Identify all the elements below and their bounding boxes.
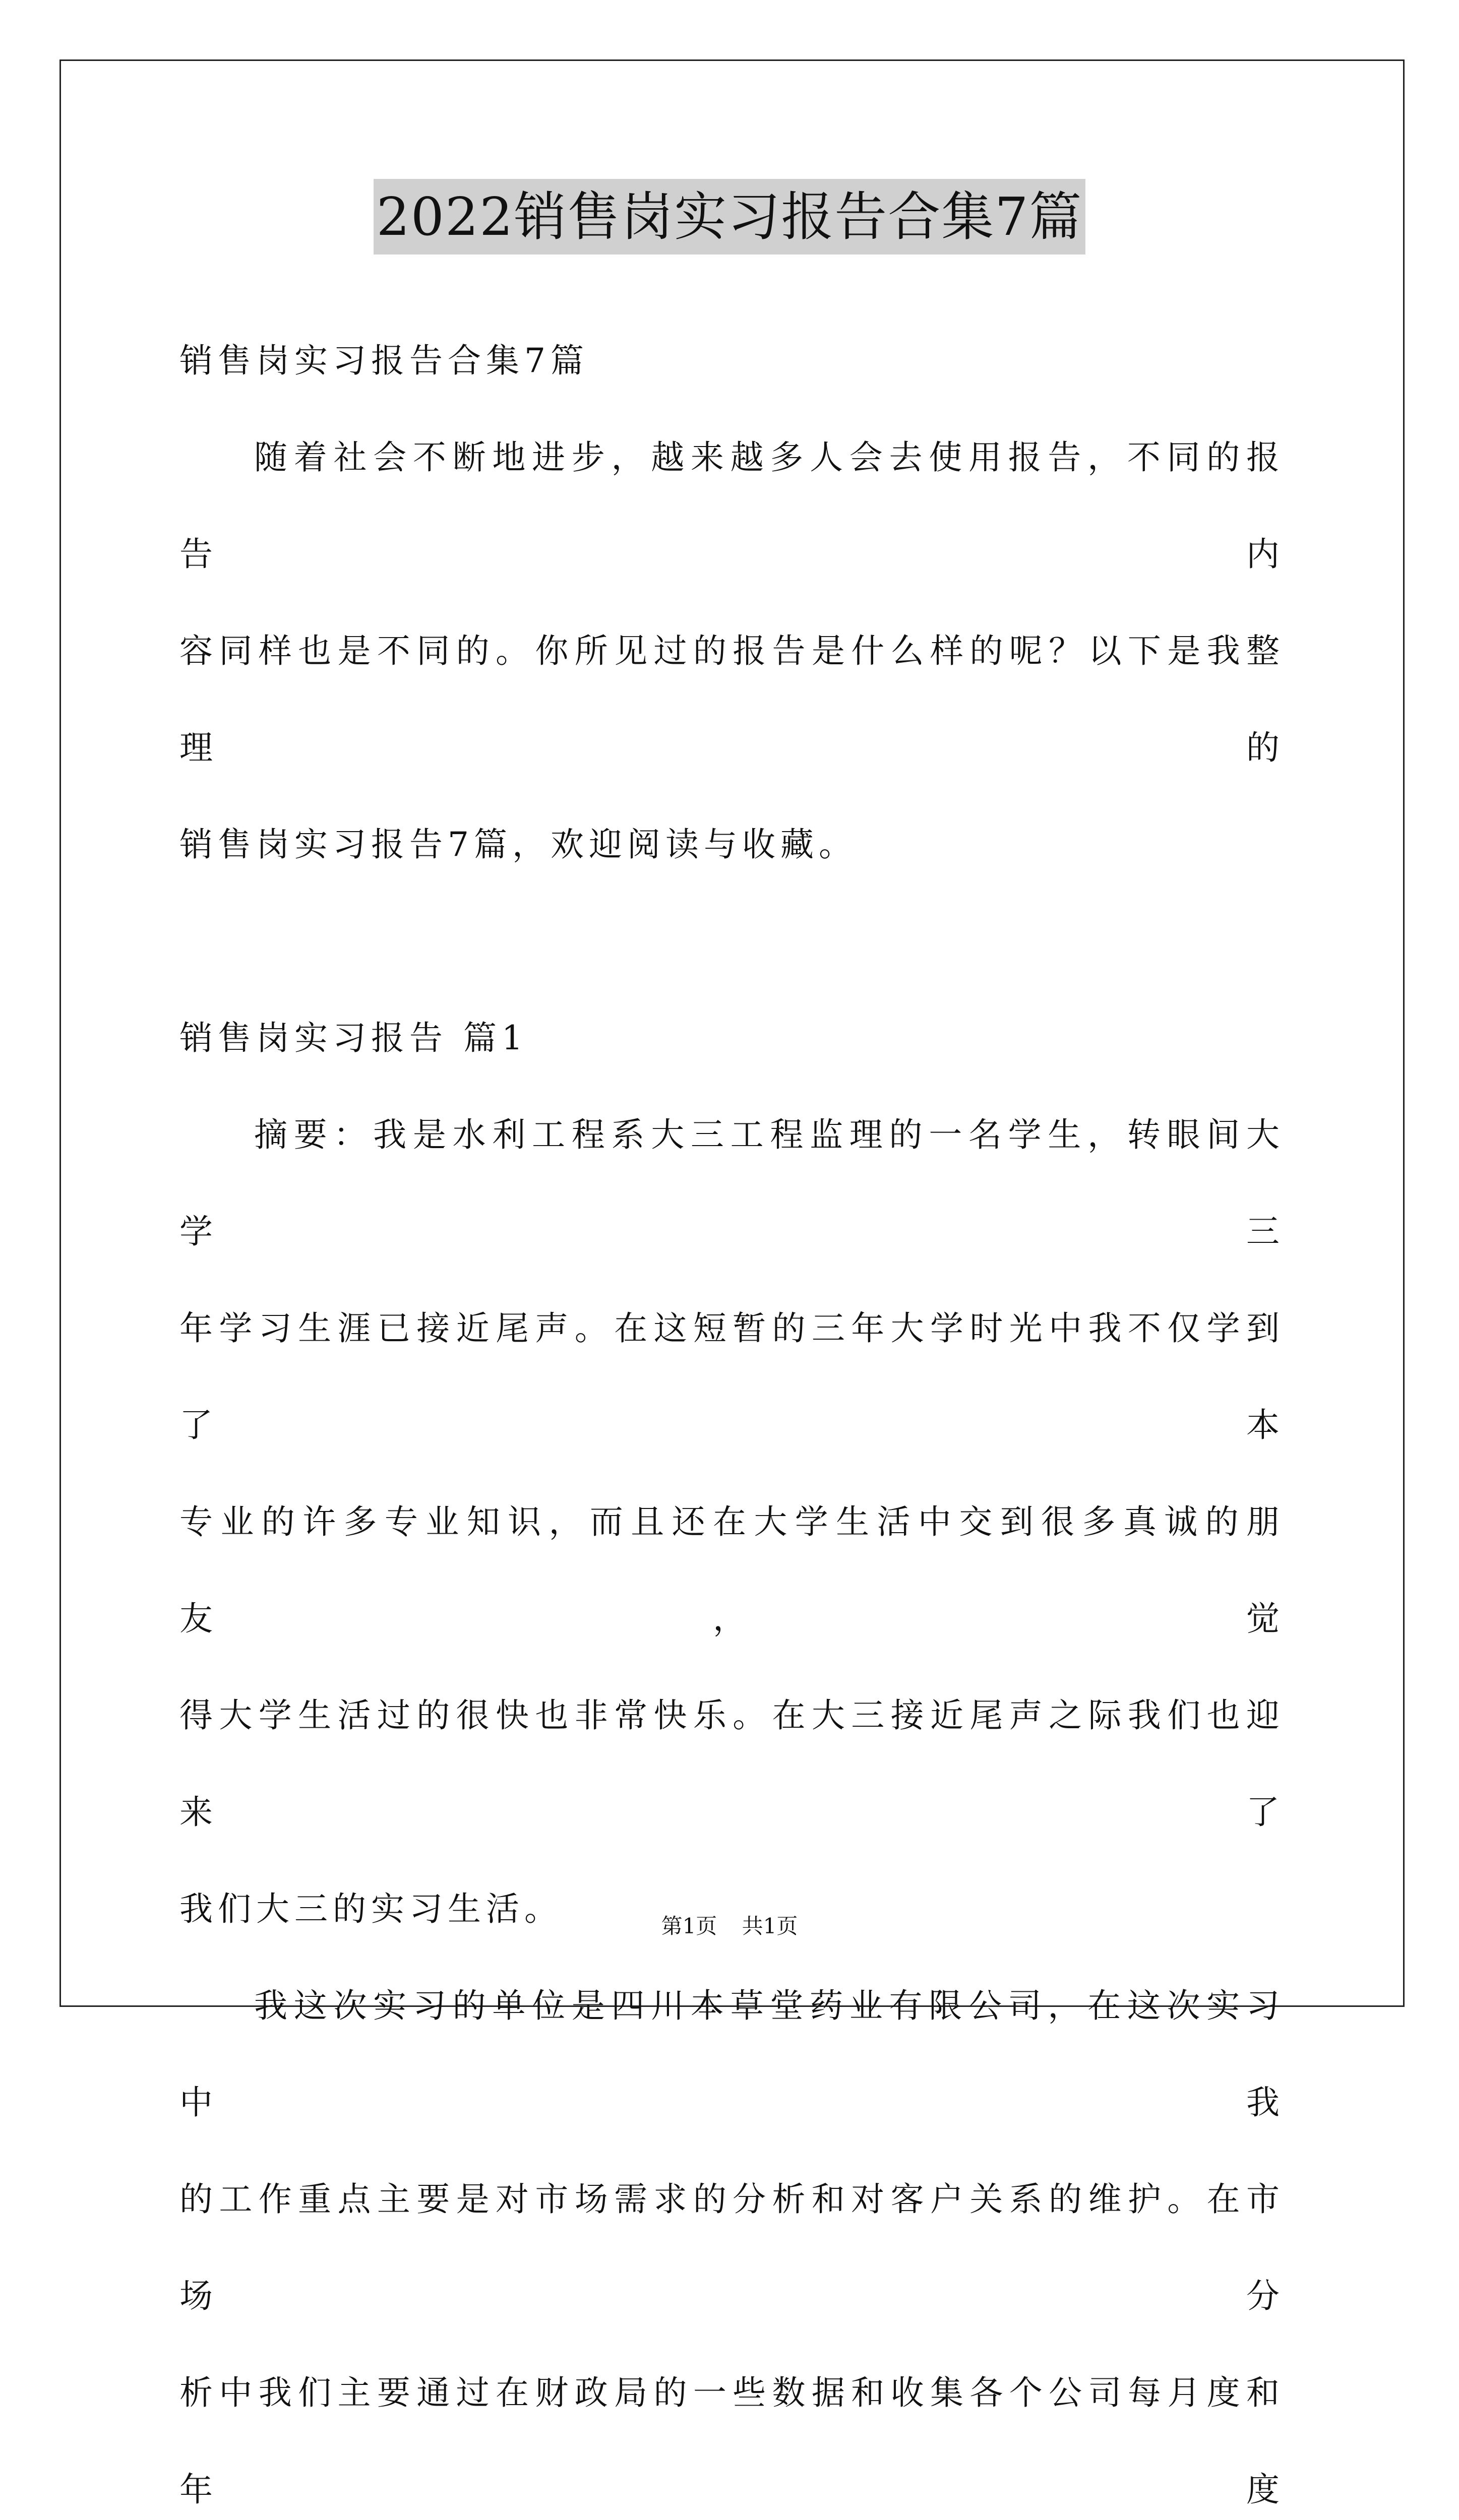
page-number-total: 共1页 <box>742 1914 798 1938</box>
document-title: 2022销售岗实习报告合集7篇 <box>374 179 1086 255</box>
intro-line-2: 容同样也是不同的。你所见过的报告是什么样的呢？以下是我整理的 <box>179 632 1285 767</box>
document-subtitle: 销售岗实习报告合集7篇 <box>179 341 589 380</box>
intro-line-3: 销售岗实习报告7篇，欢迎阅读与收藏。 <box>179 825 857 864</box>
section-gap <box>179 893 1285 990</box>
page-number-current: 第1页 <box>661 1914 717 1938</box>
para2-line-3: 析中我们主要通过在财政局的一些数据和收集各个公司每月度和年度 <box>179 2373 1285 2509</box>
page-footer <box>0 1911 1459 1941</box>
section-heading: 销售岗实习报告 篇1 <box>179 1019 528 1057</box>
para1-line-2: 年学习生涯已接近尾声。在这短暂的三年大学时光中我不仅学到了本 <box>179 1309 1285 1444</box>
para1-line-4: 得大学生活过的很快也非常快乐。在大三接近尾声之际我们也迎来了 <box>179 1696 1285 1832</box>
para1-line-1: 摘要：我是水利工程系大三工程监理的一名学生，转眼间大学三 <box>179 1115 1285 1251</box>
document-body <box>179 312 1285 2520</box>
title-wrap <box>0 179 1459 255</box>
para2-line-2: 的工作重点主要是对市场需求的分析和对客户关系的维护。在市场分 <box>179 2180 1285 2315</box>
para1-line-5: 我们大三的实习生活。 <box>179 1889 563 1928</box>
intro-line-1: 随着社会不断地进步，越来越多人会去使用报告，不同的报告内 <box>179 438 1285 574</box>
para1-line-3: 专业的许多专业知识，而且还在大学生活中交到很多真诚的朋友，觉 <box>179 1502 1285 1638</box>
para2-line-1: 我这次实习的单位是四川本草堂药业有限公司，在这次实习中我 <box>179 1986 1285 2122</box>
